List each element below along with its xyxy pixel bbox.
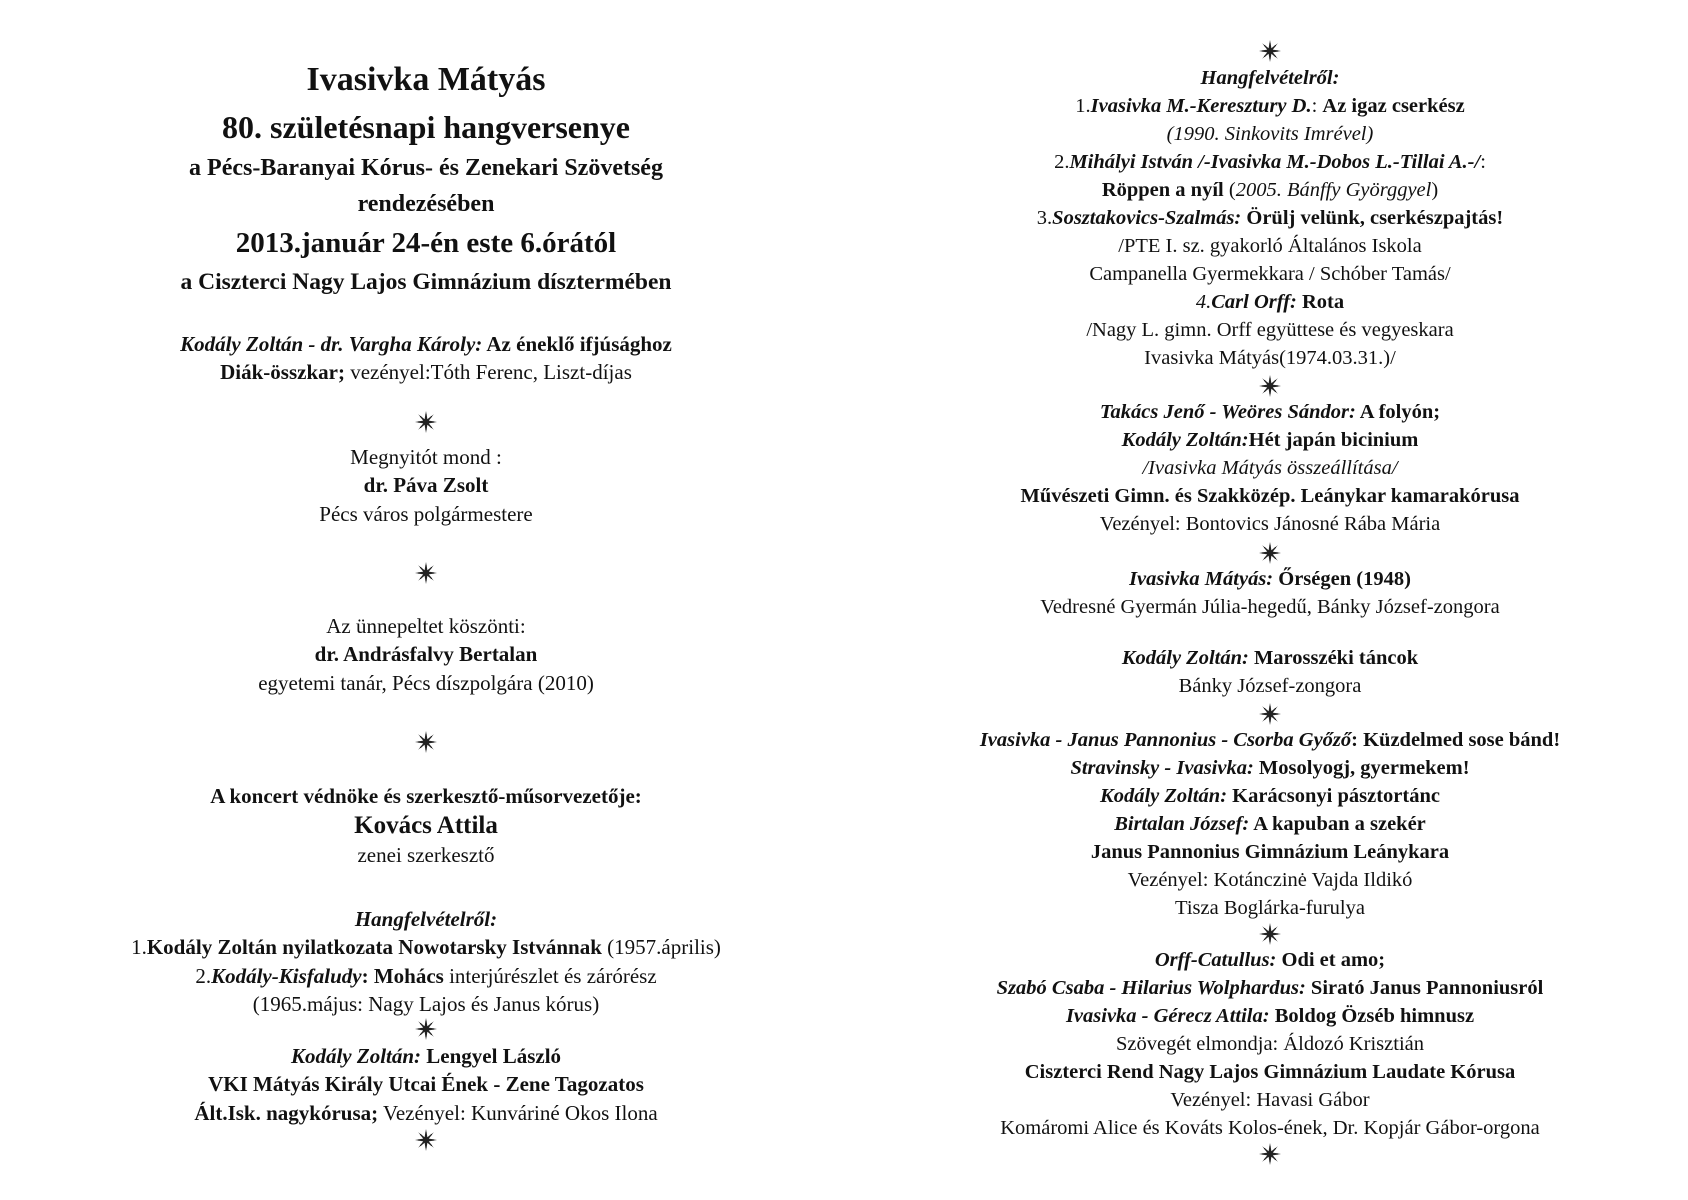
block3-composer-1: Ivasivka Mátyás: [1129,568,1274,590]
r-recording-1-composers: Ivasivka M.-Keresztury D. [1090,95,1312,117]
r-recording-3-number: 3. [1036,207,1053,229]
recording-2-work: Mohács [373,963,444,988]
opening-name: dr. Páva Zsolt [363,473,489,498]
concert-subtitle: 80. születésnapi hangversenye [222,109,630,145]
block3-work-2: Marosszéki táncok [1248,647,1419,669]
block5-ensemble: Ciszterci Rend Nagy Lajos Gimnázium Laudate Kórusa [1024,1061,1516,1083]
r-recording-3-perf-2: Campanella Gyermekkara / Schóber Tamás/ [1089,263,1451,285]
block3-work-1: Őrségen (1948) [1273,568,1411,590]
right-block-4 [880,726,1660,922]
block4-conductor: Vezényel: Kotánczinė Vajda Ildikó [1127,869,1413,891]
star-divider-2 [60,559,792,587]
right-block-3 [880,565,1660,621]
r-recording-1-colon: : [1311,95,1323,117]
block3-performers-2: Bánky József-zongora [1178,675,1362,697]
star-divider-5 [60,1126,792,1154]
block5-work-3: Boldog Özséb himnusz [1269,1005,1475,1027]
star-icon [1259,703,1281,725]
right-recordings-heading: Hangfelvételről: [1200,67,1340,89]
r-recording-3-perf-1: /PTE I. sz. gyakorló Általános Iskola [1118,235,1422,257]
r-recording-4-perf-1: /Nagy L. gimn. Orff együttese és vegyeskara [1086,319,1454,341]
block2-note: /Ivasivka Mátyás összeállítása/ [1142,457,1398,479]
greeting-name: dr. Andrásfalvy Bertalan [314,642,538,667]
block3-composer-2: Kodály Zoltán: [1121,647,1249,669]
recording-1-title: Kodály Zoltán nyilatkozata Nowotarsky Istvánnak [146,935,602,960]
star-divider-4 [60,1015,792,1043]
block4-composers-1: Ivasivka - Janus Pannonius - Csorba Győző [979,729,1352,751]
r-recording-4-number: 4. [1195,291,1212,313]
r-recording-2-composers: Mihályi István /-Ivasivka M.-Dobos L.-Tillai A.-/ [1069,151,1481,173]
r-recording-2-paren-close: ) [1431,179,1439,201]
right-block-5 [880,946,1660,1142]
recording-1-number: 1. [131,935,147,960]
block4-performer: Tisza Boglárka-furulya [1175,897,1365,919]
host-name: Kovács Attila [354,812,498,840]
block5-conductor: Vezényel: Havasi Gábor [1170,1089,1370,1111]
star-icon [1259,1143,1281,1165]
block5-work-1: Odi et amo; [1276,949,1386,971]
star-icon [415,731,437,753]
piece-2 [60,1042,792,1127]
piece-1-ensemble: Diák-összkar; [220,360,345,385]
header-block [60,56,792,300]
block2-ensemble: Művészeti Gimn. és Szakközép. Leánykar kamarakórusa [1020,485,1520,507]
block2-composer-2: Kodály Zoltán: [1121,429,1249,451]
block4-ensemble: Janus Pannonius Gimnázium Leánykara [1090,841,1450,863]
block4-work-4: A kapuban a szekér [1249,813,1426,835]
block4-composer-3: Kodály Zoltán: [1100,785,1228,807]
block2-composers-1: Takács Jenő - Weöres Sándor: [1099,401,1356,423]
piece-2-conductor: Vezényel: Kunváriné Okos Ilona [378,1100,658,1125]
block4-work-2: Mosolyogj, gyermekem! [1253,757,1470,779]
star-icon [415,1129,437,1151]
r-recording-3-work: Örülj velünk, cserkészpajtás! [1241,207,1504,229]
star-divider-3 [60,728,792,756]
star-divider-r5 [880,1140,1660,1168]
organizer-line: a Pécs-Baranyai Kórus- és Zenekari Szövetség [189,155,663,181]
piece-2-work: Lengyel László [421,1044,562,1068]
host-role: zenei szerkesztő [357,843,495,868]
recording-2-note: (1965.május: Nagy Lajos és Janus kórus) [252,991,600,1016]
r-recording-4-work: Rota [1296,291,1345,313]
left-recordings [60,905,792,1018]
left-recordings-heading: Hangfelvételről: [354,907,498,931]
block5-work-2: Sirató Janus Pannoniusról [1305,977,1544,999]
recording-1-date: (1957.április) [601,935,721,960]
r-recording-2-work: Röppen a nyíl [1101,179,1224,201]
greeting [60,612,792,697]
block5-reciter: Szövegét elmondja: Áldozó Krisztián [1116,1033,1424,1055]
star-divider-r3 [880,700,1660,728]
piece-1 [60,330,792,387]
host-label: A koncert védnöke és szerkesztő-műsorvezetője: [210,784,642,808]
star-icon [415,411,437,433]
star-icon [415,1018,437,1040]
block2-work-1: A folyón; [1355,401,1441,423]
recording-2-composers: Kodály-Kisfaludy [211,963,362,988]
opening-role: Pécs város polgármestere [319,501,533,526]
recording-2-desc: interjúrészlet és zárórész [443,963,657,988]
greeting-label: Az ünnepeltet köszönti: [326,614,526,638]
star-icon [1259,542,1281,564]
star-divider-1 [60,408,792,436]
r-recording-1-number: 1. [1075,95,1091,117]
star-divider-r2 [880,539,1660,567]
r-recording-2-note: 2005. Bánffy Györggyel [1235,179,1432,201]
right-block-3b [880,644,1660,700]
right-recordings [880,64,1660,372]
piece-1-conductor: vezényel:Tóth Ferenc, Liszt-díjas [344,360,632,385]
greeting-role: egyetemi tanár, Pécs díszpolgára (2010) [258,670,594,695]
block4-composer-4: Birtalan József: [1114,813,1250,835]
block5-performers: Komáromi Alice és Kováts Kolos-ének, Dr. Kopjár Gábor-orgona [1000,1117,1540,1139]
block4-composers-2: Stravinsky - Ivasivka: [1070,757,1254,779]
block3-performers: Vedresné Gyermán Júlia-hegedű, Bánky József-zongora [1040,596,1500,618]
block4-work-1: : Küzdelmed sose bánd! [1351,729,1561,751]
r-recording-2-paren-open: ( [1223,179,1236,201]
star-icon [1259,923,1281,945]
right-block-2 [880,398,1660,538]
r-recording-4-perf-2: Ivasivka Mátyás(1974.03.31.)/ [1144,347,1396,369]
concert-venue: a Ciszterci Nagy Lajos Gimnázium dísztermében [180,269,672,295]
host [60,782,792,870]
piece-2-ensemble-1: VKI Mátyás Király Utcai Ének - Zene Tagozatos [208,1072,644,1097]
star-divider-r0 [880,37,1660,65]
star-icon [1259,375,1281,397]
block5-composers-1: Orff-Catullus: [1154,949,1277,971]
recording-2-number: 2. [195,963,212,988]
r-recording-2-colon: : [1480,151,1486,173]
recording-2-colon: : [361,963,374,988]
r-recording-1-work: Az igaz cserkész [1322,95,1465,117]
concert-title-name: Ivasivka Mátyás [306,61,546,98]
block4-work-3: Karácsonyi pásztortánc [1227,785,1440,807]
opening-label: Megnyitót mond : [350,445,502,469]
piece-1-composers: Kodály Zoltán - dr. Vargha Károly: [180,332,483,356]
block5-composers-3: Ivasivka - Gérecz Attila: [1065,1005,1270,1027]
r-recording-2-number: 2. [1054,151,1070,173]
star-divider-r4 [880,920,1660,948]
piece-2-ensemble-2: Ált.Isk. nagykórusa; [194,1100,379,1125]
r-recording-1-note: (1990. Sinkovits Imrével) [1166,123,1374,145]
r-recording-4-composer: Carl Orff: [1211,291,1297,313]
star-divider-r1 [880,372,1660,400]
block2-conductor: Vezényel: Bontovics Jánosné Rába Mária [1099,513,1441,535]
star-icon [1259,40,1281,62]
piece-1-work: Az éneklő ifjúsághoz [482,332,672,356]
organizer-line-2: rendezésében [357,191,495,217]
star-icon [415,562,437,584]
piece-2-composer: Kodály Zoltán: [290,1044,422,1068]
concert-date: 2013.január 24-én este 6.órától [235,227,617,259]
r-recording-3-composers: Sosztakovics-Szalmás: [1052,207,1242,229]
block5-composers-2: Szabó Csaba - Hilarius Wolphardus: [996,977,1306,999]
block2-work-2: Hét japán bicinium [1248,429,1419,451]
opening-speech [60,443,792,528]
